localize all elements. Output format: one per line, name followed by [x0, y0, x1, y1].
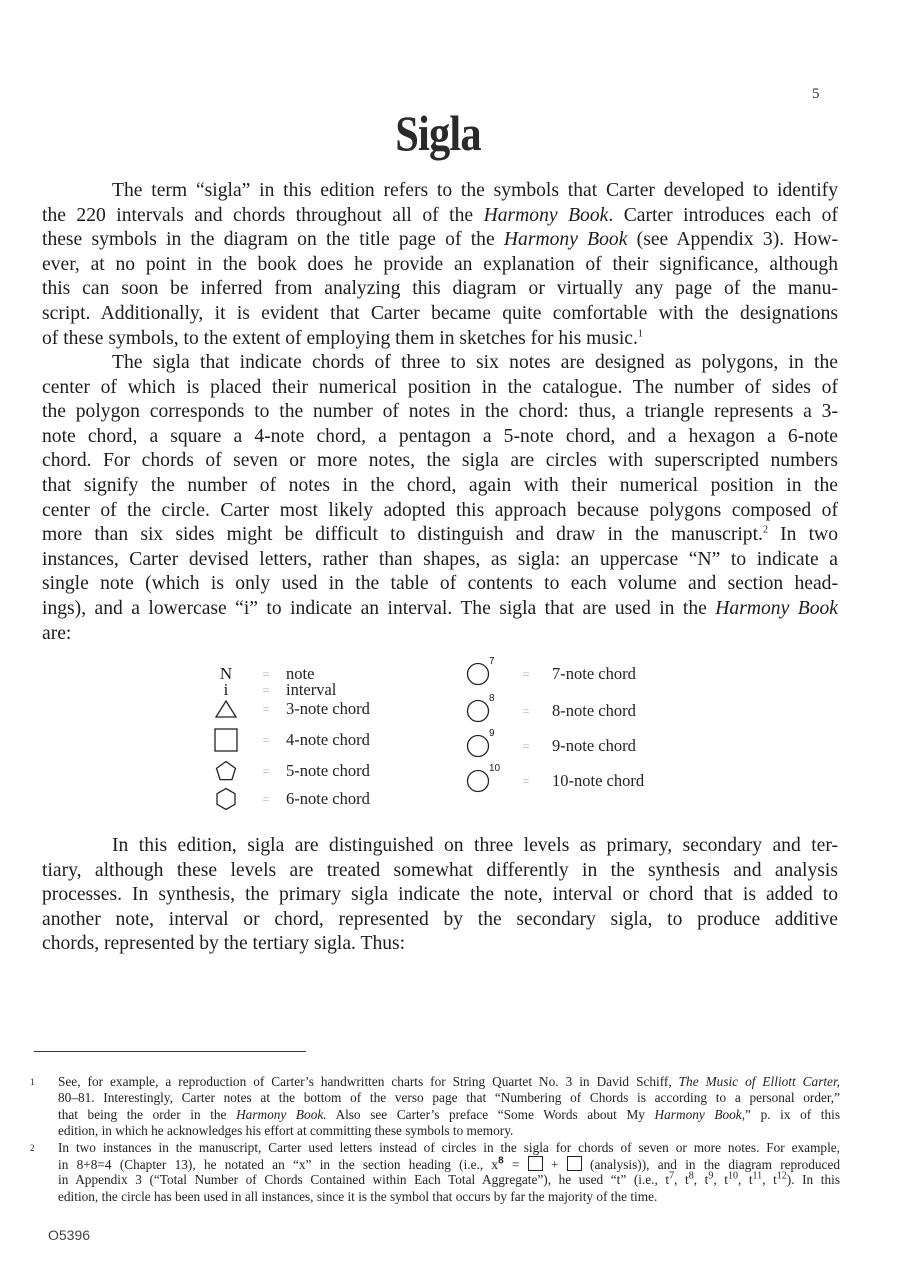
equals-sign: =	[262, 791, 270, 806]
text-line: single note (which is only used in the table of contents to each volume and section head-	[42, 573, 838, 595]
footnote-line: in 8+8=4 (Chapter 13), he notated an “x” in the section heading (i.e., $x^8$ = + (analysis)), and in the diagram reproduced	[58, 1155, 840, 1172]
sigla-i-symbol: i	[223, 680, 229, 699]
footnote-line: edition, in which he acknowledges his effort at committing these symbols to memory.	[58, 1123, 514, 1139]
footnote-line: in Appendix 3 (“Total Number of Chords Contained within Each Total Aggregate”), he used “t” (i.e., $t^7$, $t^8$, $t^9$, $t^{10}$, $t^{11}$, $t^{12}$). In this	[58, 1170, 841, 1188]
footnote-line: 80–81. Interestingly, Carter notes at the bottom of the verso page that “Numbering of Chords is according to a personal order,”	[58, 1090, 840, 1106]
sigla-meaning: 9-note chord	[552, 736, 636, 755]
sigla-n-symbol: N	[219, 664, 233, 683]
circle-icon	[458, 693, 498, 723]
page-number: 5	[812, 86, 820, 102]
paragraph-intro	[42, 179, 838, 351]
sigla-meaning: 6-note chord	[286, 789, 370, 808]
text-line: another note, interval or chord, represented by the secondary sigla, to produce additive	[42, 908, 838, 930]
sigla-meaning: interval	[286, 680, 337, 699]
text-line: are:	[42, 622, 72, 644]
text-line: center of which is placed their numerical position in the catalogue. The number of sides of	[42, 376, 838, 398]
footnote-mark: 1	[30, 1077, 35, 1087]
square-icon	[206, 728, 246, 752]
text-line: of these symbols, to the extent of employing them in sketches for his music.$^1$	[42, 327, 643, 349]
sigla-table	[200, 656, 700, 810]
footnote-2	[30, 1140, 840, 1206]
equals-sign: =	[262, 682, 270, 697]
equals-sign: =	[522, 703, 530, 718]
equals-sign: =	[522, 666, 530, 681]
text-line: ever, at no point in the book does he provide an explanation of their significance, although	[42, 253, 838, 275]
square-icon	[528, 1156, 543, 1171]
sigla-meaning: 5-note chord	[286, 761, 370, 780]
text-line: the polygon corresponds to the number of notes in the chord: thus, a triangle represents a 3-	[42, 401, 838, 423]
footnote-mark: 2	[30, 1142, 35, 1153]
footnote-ref-2[interactable]: 2	[762, 524, 768, 536]
sigla-row-4-note	[206, 729, 370, 751]
equals-sign: =	[262, 666, 270, 681]
text-line: instances, Carter devised letters, rather than shapes, as sigla: an uppercase “N” to indicate a	[42, 548, 838, 570]
sigla-row-10-note	[458, 763, 645, 792]
pentagon-icon	[206, 760, 246, 782]
text-line: chord. For chords of seven or more notes, the sigla are circles with superscripted numbers	[42, 450, 838, 472]
text-line: processes. In synthesis, the primary sigla indicate the note, interval or chord that is added to	[42, 884, 838, 906]
text-line: note chord, a square a 4-note chord, a pentagon a 5-note chord, and a hexagon a 6-note	[42, 425, 838, 447]
footnote-line: that being the order in the Harmony Book. Also see Carter’s preface “Some Words about My Harmony Book,” p. ix of this	[58, 1106, 841, 1122]
sigla-row-3-note	[206, 698, 370, 720]
sigla-meaning: 8-note chord	[552, 701, 636, 720]
circle-icon	[458, 728, 498, 758]
square-icon	[567, 1156, 582, 1171]
paragraph-polygons	[42, 351, 838, 646]
sigla-meaning: 3-note chord	[286, 699, 370, 718]
equals-sign: =	[262, 732, 270, 747]
footnote-line: edition, the circle has been used in all instances, since it is the symbol that occurs by far the majority of the time.	[58, 1188, 658, 1204]
triangle-icon	[206, 700, 246, 718]
text-line: In this edition, sigla are distinguished on three levels as primary, secondary and ter-	[112, 835, 838, 856]
text-line: tiary, although these levels are treated somewhat differently in the synthesis and analysis	[42, 859, 838, 881]
footnote-line: See, for example, a reproduction of Carter’s handwritten charts for String Quartet No. 3 in David Schiff, The Music of Elliott Carter,	[58, 1074, 840, 1089]
footnote-divider	[34, 1051, 306, 1052]
circle-icon	[458, 763, 501, 793]
text-line: ings), and a lowercase “i” to indicate an interval. The sigla that are used in the Harmony Book	[42, 597, 838, 619]
paragraph-levels	[42, 834, 838, 957]
sigla-meaning: 7-note chord	[552, 664, 636, 683]
footnotes	[30, 1074, 840, 1205]
footnote-1	[30, 1074, 840, 1140]
sigla-row-6-note	[206, 788, 370, 810]
text-line: this can soon be inferred from analyzing this diagram or virtually any page of the manu-	[42, 278, 838, 300]
equals-sign: =	[522, 738, 530, 753]
sigla-meaning: 10-note chord	[552, 771, 645, 790]
text-line: more than six sides might be difficult to distinguish and draw in the manuscript.$^2$ In two	[42, 524, 838, 546]
footnote-ref-1[interactable]: 1	[637, 328, 643, 340]
circle-superscript: 10	[489, 763, 501, 774]
text-line: these symbols in the diagram on the title page of the Harmony Book (see Appendix 3). How-	[42, 229, 838, 251]
sigla-row-5-note	[206, 760, 370, 782]
text-line: chords, represented by the tertiary sigla. Thus:	[42, 933, 406, 955]
sigla-meaning: note	[286, 664, 315, 683]
plate-number: O5396	[48, 1227, 91, 1243]
text-line: The term “sigla” in this edition refers to the symbols that Carter developed to identify	[112, 180, 838, 201]
text-line: script. Additionally, it is evident that Carter became quite comfortable with the designations	[42, 302, 838, 324]
text-line: that signify the number of notes in the chord, again with their numerical position in the	[42, 474, 838, 496]
circle-superscript: 9	[489, 728, 495, 739]
circle-superscript: 8	[489, 693, 495, 704]
page-title: Sigla	[395, 105, 481, 161]
circle-icon	[458, 656, 498, 686]
sigla-row-9-note	[458, 728, 636, 757]
equals-sign: =	[262, 763, 270, 778]
sigla-row-7-note	[458, 656, 636, 685]
circle-superscript: 7	[489, 656, 495, 667]
text-line: The sigla that indicate chords of three to six notes are designed as polygons, in the	[112, 352, 838, 373]
equals-sign: =	[522, 773, 530, 788]
sigla-row-8-note	[458, 693, 636, 722]
text-line: the 220 intervals and chords throughout all of the Harmony Book. Carter introduces each of	[42, 204, 838, 226]
sigla-meaning: 4-note chord	[286, 730, 370, 749]
hexagon-icon	[206, 787, 246, 811]
text-line: center of the circle. Carter most likely adopted this approach because polygons composed of	[42, 499, 838, 521]
equals-sign: =	[262, 701, 270, 716]
footnote-line: In two instances in the manuscript, Carter used letters instead of circles in the sigla for chords of seven or more notes. For example,	[58, 1139, 840, 1155]
